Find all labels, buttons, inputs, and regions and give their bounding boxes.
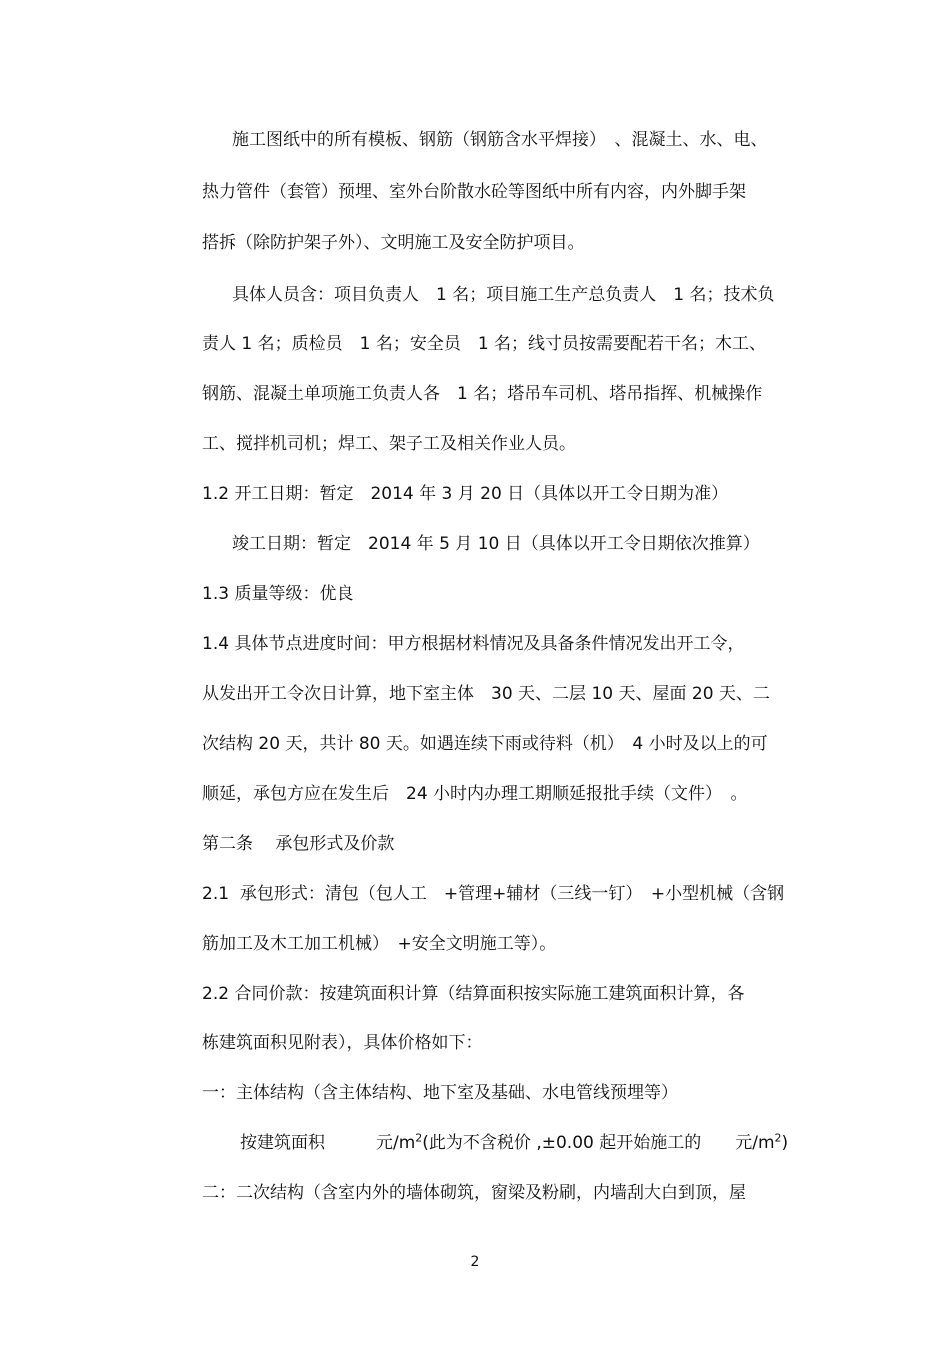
text-line: 二：二次结构（含室内外的墙体砌筑，窗梁及粉刷，内墙刮大白到顶，屋: [202, 1183, 746, 1203]
text-line: 从发出开工令次日计算，地下室主体 30 天、二层 10 天、屋面 20 天、二: [202, 684, 770, 704]
price-text: ): [781, 1133, 789, 1153]
text-line: 责人 1 名；质检员 1 名；安全员 1 名；线寸员按需要配若干名；木工、: [202, 334, 767, 354]
text-line: 2.1 承包形式：清包（包人工 +管理+辅材（三线一钉） +小型机械（含钢: [202, 884, 785, 904]
text-line: 2.2 合同价款：按建筑面积计算（结算面积按实际施工建筑面积计算，各: [202, 984, 745, 1004]
text-line: 1.2 开工日期：暂定 2014 年 3 月 20 日（具体以开工令日期为准）: [202, 484, 729, 504]
text-line: 搭拆（除防护架子外）、文明施工及安全防护项目。: [202, 233, 585, 253]
price-line: [240, 1131, 788, 1155]
text-line: 钢筋、混凝土单项施工负责人各 1 名；塔吊车司机、塔吊指挥、机械操作: [202, 384, 763, 404]
text-line: 1.4 具体节点进度时间：甲方根据材料情况及具备条件情况发出开工令，: [202, 634, 745, 654]
text-line: 筋加工及木工加工机械） +安全文明施工等）。: [202, 934, 557, 954]
text-line: 工、搅拌机司机；焊工、架子工及相关作业人员。: [202, 434, 576, 454]
text-line: 次结构 20 天，共计 80 天。如遇连续下雨或待料（机） 4 小时及以上的可: [202, 734, 768, 754]
price-text: 按建筑面积 元/m: [240, 1133, 416, 1153]
price-text: (此为不含税价 ,±0.00 起开始施工的 元/m: [422, 1133, 775, 1153]
text-line: 施工图纸中的所有模板、钢筋（钢筋含水平焊接） 、混凝土、水、电、: [232, 130, 768, 150]
text-line: 1.3 质量等级：优良: [202, 584, 354, 604]
text-line: 竣工日期：暂定 2014 年 5 月 10 日（具体以开工令日期依次推算）: [232, 534, 760, 554]
text-line: 一：主体结构（含主体结构、地下室及基础、水电管线预埋等）: [202, 1083, 678, 1103]
section-heading: 第二条 承包形式及价款: [202, 834, 395, 854]
text-line: 顺延，承包方应在发生后 24 小时内办理工期顺延报批手续（文件） 。: [202, 784, 748, 804]
text-line: 具体人员含：项目负责人 1 名；项目施工生产总负责人 1 名；技术负: [232, 285, 775, 305]
superscript: 2: [415, 1131, 423, 1145]
page-number: 2: [470, 1254, 480, 1270]
text-line: 热力管件（套管）预埋、室外台阶散水砼等图纸中所有内容，内外脚手架: [202, 182, 746, 202]
text-line: 栋建筑面积见附表），具体价格如下：: [202, 1033, 483, 1053]
superscript: 2: [774, 1131, 782, 1145]
